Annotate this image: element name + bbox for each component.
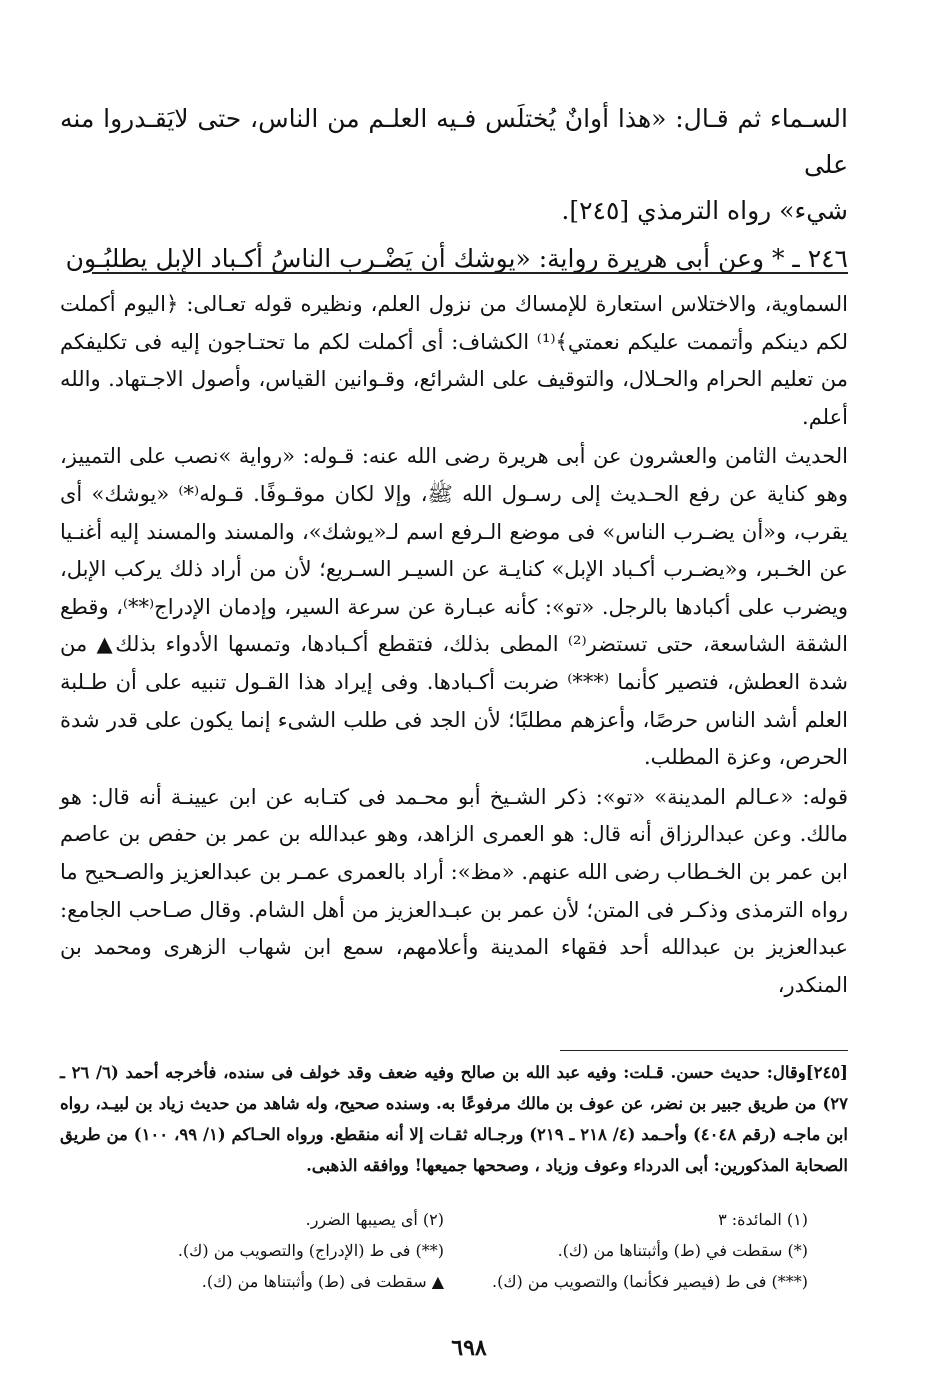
main-text — [60, 96, 848, 282]
note-triangle: ▲ سقطت فى (ط) وأثبتناها من (ك). — [201, 1272, 444, 1291]
main-text-line-2: شيء» رواه الترمذي [٢٤٥]. — [561, 196, 848, 225]
commentary-paragraph-3: قوله: «عـالم المدينة» «تو»: ذكر الشـيخ أبو محـمد فى كتـابه عن ابن عيينـة أنه قال: هو مالك. وعن عبدالرزاق أنه قال: هو العمرى الزاهد، وهو عبدالله بن عمر بن حفص بن عاصم ابن عمر بن الخـطاب رضى الله عنهم. «مظ»: أراد بالعمرى عمـر بن عبدالعزيز والصـحيح ما رواه الترمذى وذكـر فى المتن؛ لأن عمر بن عبـدالعزيز من أهل الشام. وقال صـاحب الجامع: عبدالعزيز بن عبدالله أحد فقهاء المدينة وأعلامهم، سمع ابن شهاب الزهرى ومحمد بن المنكدر، — [60, 784, 848, 997]
commentary-paragraph-1: السماوية، والاختلاس استعارة للإمساك من نزول العلم، ونظيره قوله تعـالى: ﴿اليوم أكملت لكم دينكم وأتممت عليكم نعمتي﴾⁽¹⁾ الكشاف: أى أكملت لكم ما تحتـاجون إليه فى تكليفكم من تعليم الحرام والحـلال، والتوقيف على الشرائع، وقـوانين القياس، وأصول الاجـتهاد. والله أعلم. — [60, 292, 848, 429]
commentary — [60, 286, 848, 1004]
note-2: (٢) أى يصيبها الضرر. — [305, 1210, 444, 1229]
note-double-star: (**) فى ط (الإدراج) والتصويب من (ك). — [177, 1241, 444, 1260]
commentary-paragraph-2: الحديث الثامن والعشرون عن أبى هريرة رضى الله عنه: قـوله: «رواية »نصب على التمييز، وهو كناية عن رفع الحـديث إلى رسـول الله ﷺ، وإلا لكان موقـوفًا. قـوله⁽*⁾ «يوشك» أى يقرب، و«أن يضـرب الناس» فى موضع الـرفع اسم لـ«يوشك»، والمسند والمسند إليه أغنـيا عن الخـبر، و«يضـرب أكـباد الإبل» كنايـة عن السيـر السـريع؛ لأن من أراد ذلك يركب الإبل، ويضرب على أكبادها بالرجل. «تو»: كأنه عبـارة عن سرعة السير، وإدمان الإدراج⁽**⁾، وقطع الشقة الشاسعة، حتى تستضر⁽²⁾ المطى بذلك، فتقطع أكـبادها، وتمسها الأدواء بذلك▲ من شدة العطش، فتصير كأنما ⁽***⁾ ضربت أكـبادها. وفى إيراد هذا القـول تنبيه على أن طـلبة العلم أشد الناس حرصًا، وأعزهم مطلبًا؛ لأن الجد فى طلب الشىء إنما يكون على قدر شدة الحرص، وعزة المطلب. — [60, 444, 848, 770]
main-text-divider — [92, 272, 848, 274]
hadith-246-line: ٢٤٦ ـ * وعن أبى هريرة رواية: «يوشك أن يَضْـرب الناسُ أكـباد الإبل يطلبُـون — [65, 244, 848, 273]
main-text-line-1: السـماء ثم قـال: «هذا أوانٌ يُختلَس فـيه العلـم من الناس، حتى لايَقـدروا منه على — [60, 104, 848, 179]
takhrij-footnote — [60, 1057, 848, 1181]
note-triple-star: (***) فى ط (فيصير فكأنما) والتصويب من (ك). — [492, 1272, 808, 1291]
notes-list — [110, 1204, 808, 1297]
note-star: (*) سقطت في (ط) وأثبتناها من (ك). — [557, 1241, 808, 1260]
footnote-divider — [560, 1050, 848, 1051]
takhrij-footnote-text: [٢٤٥]وقال: حديث حسن. قـلت: وفيه عبد الله بن صالح وفيه ضعف وقد خولف فى سنده، فأخرجه أحمد (٦/ ٢٦ ـ ٢٧) من طريق جبير بن نضر، عن عوف بن مالك مرفوعًا به. وسنده صحيح، وله شاهد من حديث زياد بن لبيـد، رواه ابن ماجـه (رقم ٤٠٤٨) وأحـمد (٤/ ٢١٨ ـ ٢١٩) ورجـاله ثقـات إلا أنه منقطع. ورواه الحـاكم (١/ ٩٩، ١٠٠) من طريق الصحابة المذكورين: أبى الدرداء وعوف وزياد ، وصححها جميعها! ووافقه الذهبى. — [60, 1063, 848, 1175]
page-number: ٦٩٨ — [451, 1335, 487, 1361]
note-1: (١) المائدة: ٣ — [718, 1210, 808, 1229]
